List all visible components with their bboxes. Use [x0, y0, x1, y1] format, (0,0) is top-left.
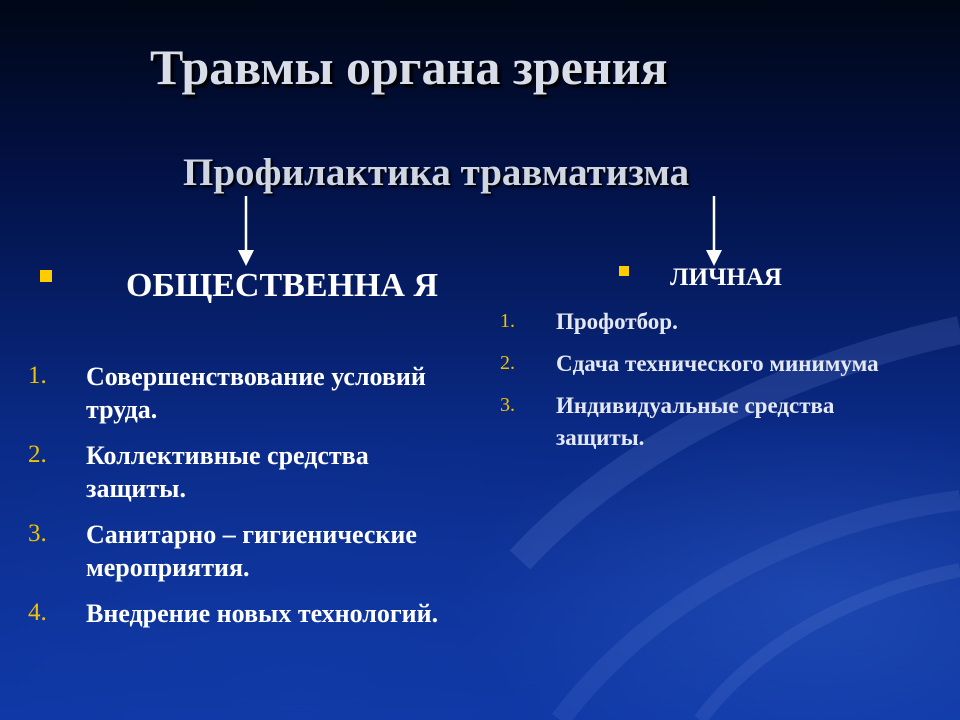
- list-item-number: 1.: [28, 362, 47, 389]
- list-item-text: Индивидуальные средства защиты.: [556, 393, 835, 450]
- list-item-number: 4.: [28, 599, 47, 626]
- list-item-text: Санитарно – гигиенические мероприятия.: [86, 520, 417, 582]
- list-item-number: 3.: [28, 520, 47, 547]
- right-heading: ЛИЧНАЯ: [670, 264, 782, 291]
- list-item: [28, 597, 468, 630]
- list-item: [28, 360, 468, 426]
- list-item: [28, 518, 468, 584]
- list-item-text: Внедрение новых технологий.: [86, 599, 439, 628]
- list-item-text: Профотбор.: [556, 309, 678, 334]
- square-bullet-icon: [40, 270, 52, 282]
- left-heading: ОБЩЕСТВЕННА Я: [125, 267, 439, 304]
- list-item-text: Сдача технического минимума: [556, 351, 879, 376]
- arrow-down-icon-left: [236, 196, 256, 268]
- list-item: [500, 348, 920, 380]
- list-item-text: Совершенствование условий труда.: [86, 362, 426, 424]
- list-item-number: 2.: [28, 441, 47, 468]
- arrow-down-icon-right: [704, 196, 724, 268]
- list-item-number: 1.: [500, 310, 515, 332]
- list-item-number: 3.: [500, 394, 515, 416]
- list-item-text: Коллективные средства защиты.: [86, 441, 369, 503]
- square-bullet-icon: [619, 266, 629, 276]
- right-list: [500, 306, 920, 464]
- left-list: [28, 360, 468, 643]
- list-item-number: 2.: [500, 352, 515, 374]
- list-item: [28, 439, 468, 505]
- list-item: [500, 306, 920, 338]
- list-item: [500, 390, 920, 454]
- slide-subtitle: Профилактика травматизма: [183, 151, 690, 194]
- slide-title: Травмы органа зрения: [150, 39, 668, 95]
